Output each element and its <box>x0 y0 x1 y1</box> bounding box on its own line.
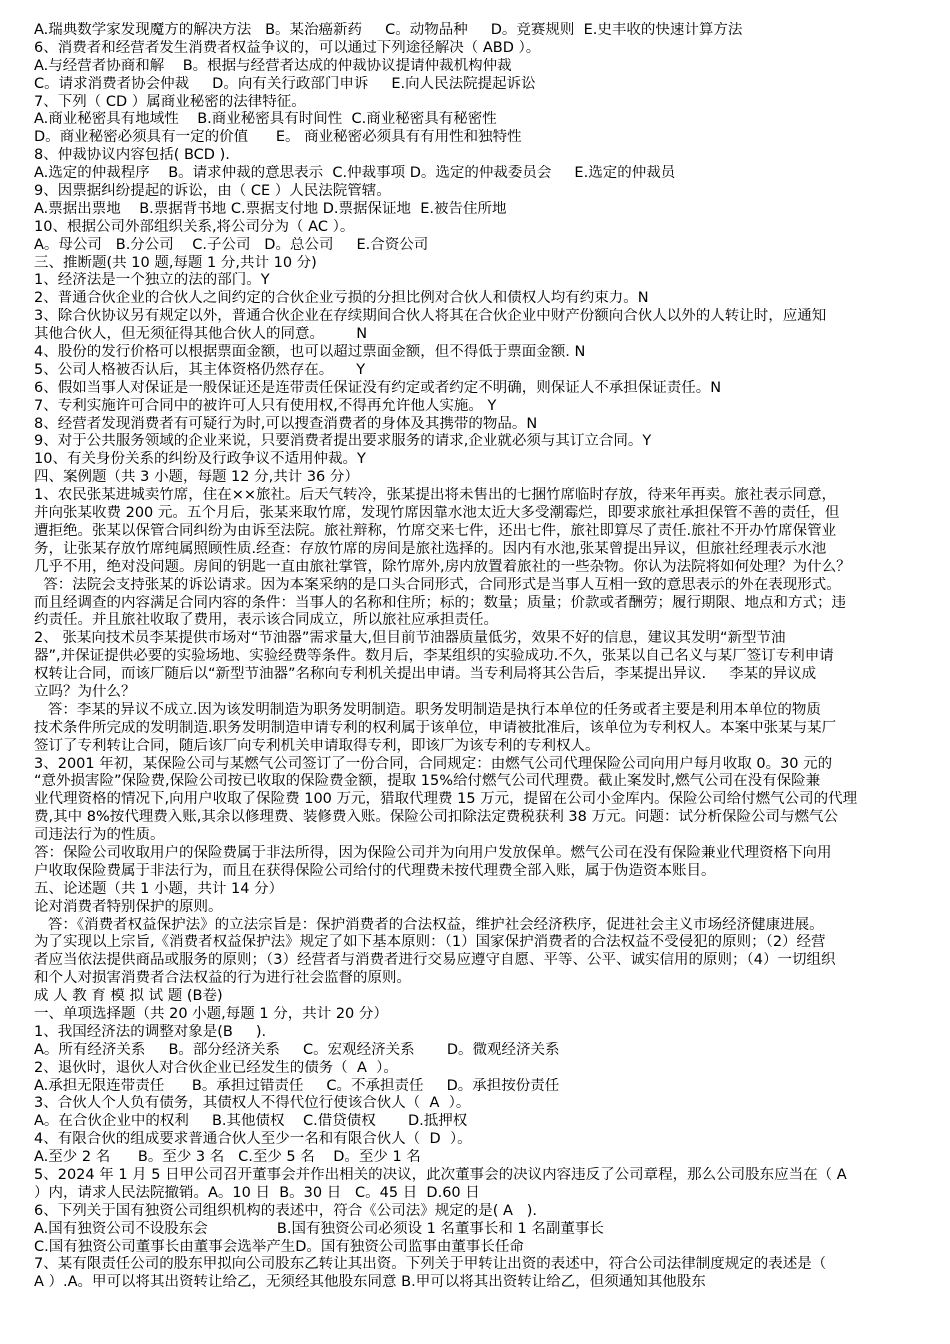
text-line: 1、经济法是一个独立的法的部门。Y <box>34 272 270 289</box>
text-line: A.瑞典数学家发现魔方的解决方法 B。某治癌新药 C。动物品种 D。竞赛规则 E.史丰收的快速计算方法 <box>34 22 743 38</box>
text-line: 5、公司人格被否认后，其主体资格仍然存在。 Y <box>34 361 366 378</box>
text-line: 和个人对损害消费者合法权益的行为进行社会监督的原则。 <box>34 970 411 987</box>
text-line: A.商业秘密具有地域性 B.商业秘密具有时间性 C.商业秘密具有秘密性 <box>34 111 497 128</box>
text-line: C.国有独资公司董事长由董事会选举产生D。国有独资公司监事由董事长任命 <box>34 1238 524 1255</box>
text-line: A。所有经济关系 B。部分经济关系 C。宏观经济关系 D。微观经济关系 <box>34 1041 560 1058</box>
text-line: A.承担无限连带责任 B。承担过错责任 C。不承担责任 D。承担按份责任 <box>34 1077 560 1094</box>
text-line: 2、普通合伙企业的合伙人之间约定的合伙企业亏损的分担比例对合伙人和债权人均有约束力。N <box>34 290 649 307</box>
text-line: 业代理资格的情况下,向用户收取了保险费 100 万元，猎取代理费 15 万元，提留在公司小金库内。保险公司给付燃气公司的代理 <box>34 791 858 808</box>
text-line: 1、我国经济法的调整对象是(B ). <box>34 1023 267 1040</box>
text-line: 9、因票据纠纷提起的诉讼，由（ CE ）人民法院管辖。 <box>34 183 391 200</box>
text-line: A.至少 2 名 B。至少 3 名 C.至少 5 名 D。至少 1 名 <box>34 1149 421 1166</box>
text-line: 技术条件所完成的发明制造.职务发明制造申请专利的权利属于该单位，申请被批准后，该单位为专利权人。本案中张某与某厂 <box>34 719 837 736</box>
text-line: 一、单项选择题（共 20 小题,每题 1 分，共计 20 分） <box>34 1005 388 1022</box>
text-line: 10、根据公司外部组织关系,将公司分为（ AC ）。 <box>34 218 355 235</box>
text-line: 3、合伙人个人负有债务，其债权人不得代位行使该合伙人（ A ）。 <box>34 1095 471 1112</box>
text-line: ）内，请求人民法院撤销。A。10 日 B。30 日 C。45 日 D.60 日 <box>34 1184 480 1201</box>
text-line: 5、2024 年 1 月 5 日甲公司召开董事会并作出相关的决议，此次董事会的决议内容违反了公司章程，那么公司股东应当在（ A <box>34 1167 847 1183</box>
text-line: 4、有限合伙的组成要求普通合伙人至少一名和有限合伙人（ D ）。 <box>34 1131 472 1148</box>
text-line: 器”,并保证提供必要的实验场地、实验经费等条件。数月后，李某组织的实验成功.不久，张某以自己名义与某厂签订专利申请 <box>34 648 834 665</box>
text-line: 3、除合伙协议另有规定以外，普通合伙企业在存续期间合伙人将其在合伙企业中财产份额向合伙人以外的人转让时，应通知 <box>34 308 827 325</box>
text-line: 答：李某的异议不成立.因为该发明制造为职务发明制造。职务发明制造是执行本单位的任务或者主要是利用本单位的物质 <box>34 701 821 718</box>
text-line: A.与经营者协商和解 B。根据与经营者达成的仲裁协议提请仲裁机构仲裁 <box>34 57 512 74</box>
text-line: 2、退伙时，退伙人对合伙企业已经发生的债务（ A ）。 <box>34 1059 398 1076</box>
text-line: 7、专利实施许可合同中的被许可人只有使用权,不得再允许他人实施。 Y <box>34 397 497 414</box>
text-line: 3、2001 年初，某保险公司与某燃气公司签订了一份合同，合同规定：由燃气公司代理保险公司向用户每月收取 0。30 元的 <box>34 755 833 772</box>
text-line: 10、有关身份关系的纠纷及行政争议不适用仲裁。Y <box>34 451 366 468</box>
text-line: 五、论述题（共 1 小题，共计 14 分） <box>34 880 284 897</box>
text-line: 三、推断题(共 10 题,每题 1 分,共计 10 分) <box>34 254 317 271</box>
text-line: 成 人 教 育 模 拟 试 题 (B卷) <box>34 988 223 1005</box>
text-line: 答：《消费者权益保护法》的立法宗旨是：保护消费者的合法权益，维护社会经济秩序，促进社会主义市场经济健康进展。 <box>34 916 824 933</box>
text-line: 6、下列关于国有独资公司组织机构的表述中，符合《公司法》规定的是( A ). <box>34 1202 538 1219</box>
text-line: A.选定的仲裁程序 B。请求仲裁的意思表示 C.仲裁事项 D。选定的仲裁委员会 E.选定的仲裁员 <box>34 165 676 182</box>
text-line: 2、 张某向技术员李某提供市场对“节油器”需求量大,但目前节油器质量低劣，效果不好的信息，建议其发明“新型节油 <box>34 630 786 647</box>
text-line: C。请求消费者协会仲裁 D。向有关行政部门申诉 E.向人民法院提起诉讼 <box>34 75 536 92</box>
text-line: 1、农民张某进城卖竹席，住在××旅社。后天气转冷，张某提出将未售出的七捆竹席临时存放，待来年再卖。旅社表示同意， <box>34 487 837 504</box>
text-line: 9、对于公共服务领域的企业来说，只要消费者提出要求服务的请求,企业就必须与其订立合同。Y <box>34 433 652 450</box>
text-line: 权转让合同，而该厂随后以“新型节油器”名称向专利机关提出申请。当专利局将其公告后，李某提出异议. 李某的异议成 <box>34 666 817 683</box>
text-line: 6、消费者和经营者发生消费者权益争议的，可以通过下列途径解决（ ABD ）。 <box>34 39 541 56</box>
text-line: A ）.A。甲可以将其出资转让给乙，无须经其他股东同意 B.甲可以将其出资转让给乙，但须通知其他股东 <box>34 1274 706 1291</box>
text-line: 者应当依法提供商品或服务的原则；（3）经营者与消费者进行交易应遵守自愿、平等、公平、诚实信用的原则；（4）一切组织 <box>34 952 836 969</box>
text-line: 签订了专利转让合同，随后该厂向专利机关申请取得专利，即该厂为该专利的专利权人。 <box>34 737 600 754</box>
text-line: 答：保险公司收取用户的保险费属于非法所得，因为保险公司并为向用户发放保单。燃气公司在没有保险兼业代理资格下向用 <box>34 844 832 861</box>
text-line: A。母公司 B.分公司 C.子公司 D。总公司 E.合资公司 <box>34 236 429 253</box>
text-line: 几乎不用，绝对没问题。房间的钥匙一直由旅社掌管，除竹席外,房内放置着旅社的一些杂物。你认为法院将如何处理？为什么？ <box>34 558 851 575</box>
text-line: 其他合伙人，但无须征得其他合伙人的同意。 N <box>34 326 368 343</box>
text-line: A.票据出票地 B.票据背书地 C.票据支付地 D.票据保证地 E.被告住所地 <box>34 200 507 217</box>
text-line: 约责任。并且旅社收取了费用，表示该合同成立，所以旅社应承担责任。 <box>34 612 498 629</box>
text-line: 8、仲裁协议内容包括( BCD ). <box>34 147 230 164</box>
text-line: 4、股份的发行价格可以根据票面金额，也可以超过票面金额，但不得低于票面金额. N <box>34 344 586 361</box>
text-line: 费,其中 8%按代理费入账,其余以修理费、装修费入账。保险公司扣除法定费税获利 38 万元。问题：试分析保险公司与燃气公 <box>34 809 838 826</box>
text-line: 务，让张某存放竹席纯属照顾性质.经查：存放竹席的房间是旅社选择的。因内有水池,张某曾提出异议，但旅社经理表示水池 <box>34 540 827 557</box>
text-line: 遭拒绝。张某以保管合同纠纷为由诉至法院。旅社辩称，竹席交来七件，还出七件，旅社即算尽了责任.旅社不开办竹席保管业 <box>34 522 837 539</box>
text-line: A。在合伙企业中的权利 B.其他债权 C.借贷债权 D.抵押权 <box>34 1113 468 1130</box>
text-line: 四、案例题（共 3 小题，每题 12 分,共计 36 分） <box>34 469 359 486</box>
text-line: 并向张某收费 200 元。五个月后，张某来取竹席，发现竹席因靠水池太近大多受潮霉烂，即要求旅社承担保管不善的责任，但 <box>34 505 840 522</box>
text-line: 立吗？为什么？ <box>34 683 136 700</box>
text-line: 户收取保险费属于非法行为，而且在获得保险公司给付的代理费未按代理费全部入账，属于伪造资本账目。 <box>34 862 716 879</box>
text-line: 论对消费者特别保护的原则。 <box>34 898 223 915</box>
text-line: 而且经调查的内容满足合同内容的条件：当事人的名称和住所；标的；数量；质量；价款或者酬劳；履行期限、地点和方式；违 <box>34 594 846 611</box>
text-line: 为了实现以上宗旨,《消费者权益保护法》规定了如下基本原则：（1）国家保护消费者的合法权益不受侵犯的原则；（2）经营 <box>34 934 826 951</box>
text-line: A.国有独资公司不设股东会 B.国有独资公司必须设 1 名董事长和 1 名副董事长 <box>34 1220 604 1237</box>
text-line: 7、某有限责任公司的股东甲拟向公司股东乙转让其出资。下列关于甲转让出资的表述中，符合公司法律制度规定的表述是（ <box>34 1256 827 1273</box>
text-line: 7、下列（ CD ）属商业秘密的法律特征。 <box>34 93 306 110</box>
text-line: 8、经营者发现消费者有可疑行为时,可以搜查消费者的身体及其携带的物品。N <box>34 415 538 432</box>
text-line: 司违法行为的性质。 <box>34 827 165 844</box>
text-line: D。商业秘密必须具有一定的价值 E。 商业秘密必须具有有用性和独特性 <box>34 129 522 146</box>
text-line: 6、假如当事人对保证是一般保证还是连带责任保证没有约定或者约定不明确，则保证人不承担保证责任。N <box>34 379 722 396</box>
text-line: 答：法院会支持张某的诉讼请求。因为本案采纳的是口头合同形式，合同形式是当事人互相一致的意思表示的外在表现形式。 <box>34 576 841 593</box>
text-line: “意外损害险”保险费,保险公司按已收取的保险费金额，提取 15%给付燃气公司代理费。截止案发时,燃气公司在没有保险兼 <box>34 773 821 790</box>
